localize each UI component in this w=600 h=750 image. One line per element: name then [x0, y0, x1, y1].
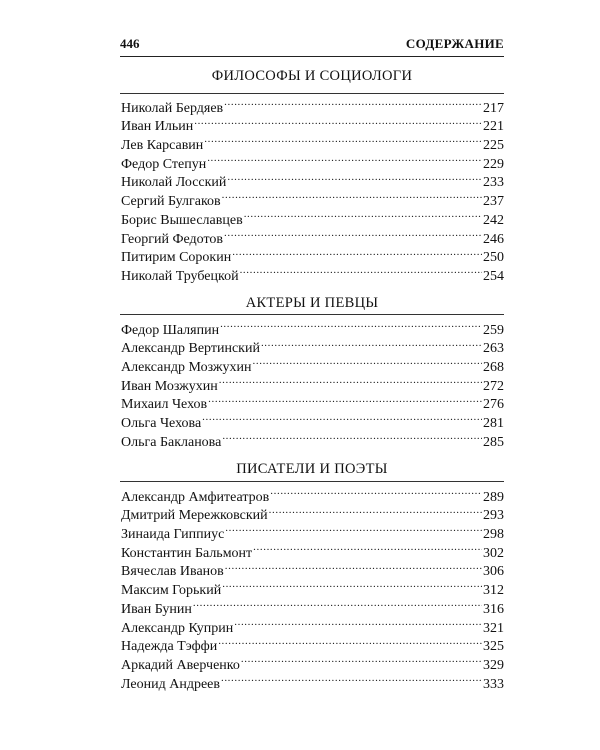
dot-leader [261, 334, 482, 353]
toc-list-writers [121, 482, 504, 692]
toc-entry [121, 315, 504, 338]
toc-entry-page: 221 [483, 119, 504, 135]
dot-leader [227, 168, 482, 187]
toc-entry-page: 217 [483, 100, 504, 116]
toc-entry-name: Борис Вышеславцев [121, 212, 243, 228]
toc-entry-page: 250 [483, 250, 504, 266]
toc-entry-name: Вячеслав Иванов [121, 564, 224, 580]
toc-entry-name: Дмитрий Мережковский [121, 508, 268, 524]
dot-leader [208, 390, 482, 409]
toc-entry-name: Георгий Федотов [121, 231, 224, 247]
dot-leader [270, 482, 482, 501]
toc-entry-page: 316 [483, 601, 504, 617]
dot-leader [221, 669, 482, 688]
toc-entry-name: Александр Вертинский [121, 341, 260, 357]
toc-entry-page: 302 [483, 545, 504, 561]
dot-leader [224, 224, 482, 243]
section-title-philosophers: ФИЛОСОФЫ И СОЦИОЛОГИ [211, 68, 413, 84]
dot-leader [234, 613, 482, 632]
dot-leader [218, 632, 482, 651]
toc-entry-name: Александр Мозжухин [121, 360, 252, 376]
toc-entry-page: 268 [483, 360, 504, 376]
dot-leader [253, 538, 482, 557]
toc-entry-name: Федор Степун [121, 156, 207, 172]
toc-entry-page: 329 [483, 657, 504, 673]
toc-entry-name: Александр Амфитеатров [121, 489, 270, 505]
dot-leader [222, 186, 482, 205]
dot-leader [241, 650, 482, 669]
toc-entry-page: 272 [483, 378, 504, 394]
toc-entry-page: 233 [483, 175, 504, 191]
toc-entry-name: Михаил Чехов [121, 397, 208, 413]
toc-entry-page: 281 [483, 416, 504, 432]
toc-entry-name: Ольга Бакланова [121, 434, 222, 450]
toc-entry-name: Иван Ильин [121, 119, 194, 135]
page-header [120, 34, 504, 57]
section-title-writers: ПИСАТЕЛИ И ПОЭТЫ [236, 461, 388, 477]
dot-leader [224, 93, 482, 112]
toc-entry-page: 293 [483, 508, 504, 524]
toc-entry-page: 246 [483, 231, 504, 247]
toc-entry-page: 321 [483, 620, 504, 636]
toc-entry [121, 482, 504, 505]
toc-entry-name: Николай Трубецкой [121, 268, 239, 284]
dot-leader [232, 243, 482, 262]
toc-entry-page: 285 [483, 434, 504, 450]
toc-entry [121, 93, 504, 116]
toc-entry-page: 225 [483, 138, 504, 154]
dot-leader [193, 594, 482, 613]
section-title-actors: АКТЕРЫ И ПЕВЦЫ [245, 295, 379, 311]
toc-entry-name: Лев Карсавин [121, 138, 204, 154]
toc-entry-page: 229 [483, 156, 504, 172]
toc-entry-page: 298 [483, 527, 504, 543]
page-number: 446 [120, 36, 140, 51]
dot-leader [219, 371, 482, 390]
toc-entry-name: Николай Бердяев [121, 100, 224, 116]
toc-entry-page: 289 [483, 489, 504, 505]
toc-entry-page: 242 [483, 212, 504, 228]
dot-leader [253, 352, 482, 371]
toc-list-philosophers [121, 93, 504, 284]
toc-entry-name: Сергий Булгаков [121, 194, 221, 210]
dot-leader [222, 575, 482, 594]
toc-entry-name: Питирим Сорокин [121, 250, 232, 266]
toc-entry-name: Надежда Тэффи [121, 639, 218, 655]
toc-entry-page: 312 [483, 583, 504, 599]
toc-entry-name: Николай Лосский [121, 175, 227, 191]
toc-entry-name: Александр Куприн [121, 620, 234, 636]
dot-leader [225, 519, 482, 538]
toc-entry-name: Федор Шаляпин [121, 322, 220, 338]
toc-entry-page: 276 [483, 397, 504, 413]
toc-entry-page: 333 [483, 676, 504, 692]
toc-entry-name: Иван Бунин [121, 601, 192, 617]
dot-leader [222, 427, 482, 446]
toc-entry-name: Иван Мозжухин [121, 378, 218, 394]
toc-entry-page: 259 [483, 322, 504, 338]
dot-leader [225, 557, 482, 576]
toc-entry-page: 254 [483, 268, 504, 284]
dot-leader [220, 315, 482, 334]
running-title: СОДЕРЖАНИЕ [405, 36, 504, 51]
dot-leader [204, 130, 482, 149]
dot-leader [194, 112, 482, 131]
toc-entry-page: 263 [483, 341, 504, 357]
dot-leader [244, 205, 482, 224]
dot-leader [269, 501, 482, 520]
toc-entry-name: Леонид Андреев [121, 676, 220, 692]
toc-entry-page: 306 [483, 564, 504, 580]
toc-entry-name: Ольга Чехова [121, 416, 202, 432]
toc-entry-name: Константин Бальмонт [121, 545, 253, 561]
toc-entry-page: 237 [483, 194, 504, 210]
toc-entry-name: Аркадий Аверченко [121, 657, 240, 673]
toc-entry-name: Зинаида Гиппиус [121, 527, 225, 543]
toc-entry-page: 325 [483, 639, 504, 655]
dot-leader [202, 408, 482, 427]
dot-leader [207, 149, 482, 168]
toc-list-actors [121, 315, 504, 450]
dot-leader [240, 261, 482, 280]
toc-entry-name: Максим Горький [121, 583, 222, 599]
